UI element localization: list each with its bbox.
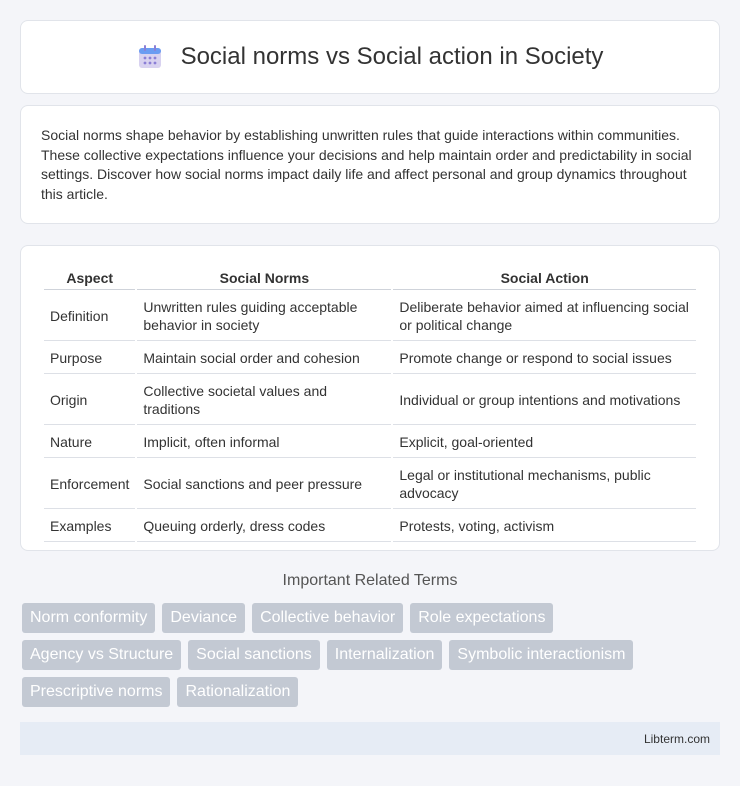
table-row bbox=[44, 460, 696, 509]
table-cell: Implicit, often informal bbox=[137, 427, 391, 458]
table-cell: Enforcement bbox=[44, 460, 135, 509]
table-cell: Nature bbox=[44, 427, 135, 458]
table-cell: Promote change or respond to social issues bbox=[393, 343, 696, 374]
table-cell: Maintain social order and cohesion bbox=[137, 343, 391, 374]
table-cell: Individual or group intentions and motivations bbox=[393, 376, 696, 425]
related-term-tag[interactable]: Deviance bbox=[162, 603, 245, 633]
table-row bbox=[44, 292, 696, 341]
intro-text: Social norms shape behavior by establishing unwritten rules that guide interactions within communities. These collective expectations influence your decisions and help maintain order and predictability in social settings. Discover how social norms impact daily life and affect personal and group dynamics throughout this article. bbox=[41, 127, 692, 202]
related-term-tag[interactable]: Role expectations bbox=[410, 603, 553, 633]
table-cell: Legal or institutional mechanisms, public advocacy bbox=[393, 460, 696, 509]
table-cell: Unwritten rules guiding acceptable behavior in society bbox=[137, 292, 391, 341]
table-cell: Social sanctions and peer pressure bbox=[137, 460, 391, 509]
related-terms-list bbox=[22, 603, 722, 714]
related-term-tag[interactable]: Rationalization bbox=[177, 677, 298, 707]
footer bbox=[20, 722, 720, 755]
related-term-tag[interactable]: Symbolic interactionism bbox=[449, 640, 633, 670]
header-social-action: Social Action bbox=[393, 266, 696, 290]
table-cell: Purpose bbox=[44, 343, 135, 374]
table-cell: Deliberate behavior aimed at influencing social or political change bbox=[393, 292, 696, 341]
header-aspect: Aspect bbox=[44, 266, 135, 290]
table-header-row bbox=[44, 266, 696, 290]
table-cell: Origin bbox=[44, 376, 135, 425]
table-row bbox=[44, 427, 696, 458]
table-cell: Collective societal values and traditions bbox=[137, 376, 391, 425]
table-row bbox=[44, 511, 696, 542]
header-social-norms: Social Norms bbox=[137, 266, 391, 290]
table-cell: Examples bbox=[44, 511, 135, 542]
related-term-tag[interactable]: Agency vs Structure bbox=[22, 640, 181, 670]
related-term-tag[interactable]: Norm conformity bbox=[22, 603, 155, 633]
table-row bbox=[44, 376, 696, 425]
calendar-icon bbox=[137, 44, 163, 70]
table-cell: Queuing orderly, dress codes bbox=[137, 511, 391, 542]
page-title: Social norms vs Social action in Society bbox=[180, 43, 604, 70]
comparison-table bbox=[42, 264, 698, 544]
related-term-tag[interactable]: Internalization bbox=[327, 640, 443, 670]
table-cell: Protests, voting, activism bbox=[393, 511, 696, 542]
comparison-table-card bbox=[20, 245, 720, 551]
footer-site-link[interactable]: Libterm.com bbox=[643, 731, 710, 746]
table-row bbox=[44, 343, 696, 374]
related-term-tag[interactable]: Prescriptive norms bbox=[22, 677, 170, 707]
related-term-tag[interactable]: Social sanctions bbox=[188, 640, 320, 670]
intro-card bbox=[20, 105, 720, 224]
table-cell: Explicit, goal-oriented bbox=[393, 427, 696, 458]
header-card bbox=[20, 20, 720, 94]
related-terms-title: Important Related Terms bbox=[282, 572, 458, 589]
table-cell: Definition bbox=[44, 292, 135, 341]
related-term-tag[interactable]: Collective behavior bbox=[252, 603, 403, 633]
